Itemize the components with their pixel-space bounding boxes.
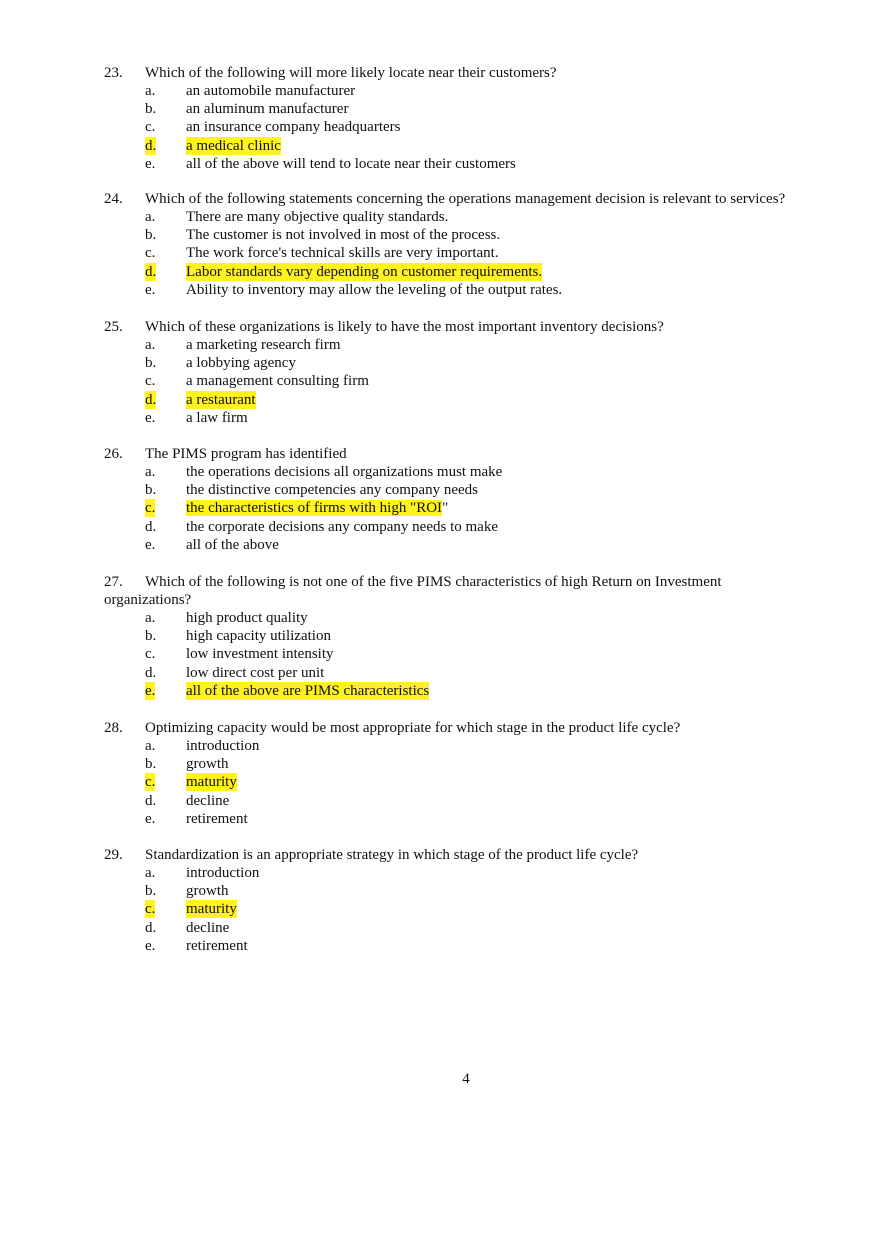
option-letter: a. xyxy=(145,83,156,99)
option-text: growth xyxy=(186,756,229,773)
option-d xyxy=(104,919,844,937)
option-letter: d. xyxy=(145,792,157,809)
question-24 xyxy=(104,190,844,299)
question-stem xyxy=(104,719,844,737)
option-text: all of the above will tend to locate near their customers xyxy=(186,155,516,172)
option-text: The work force's technical skills are very important. xyxy=(186,245,499,262)
option-letter: d. xyxy=(145,664,157,681)
page-number: 4 xyxy=(462,1071,470,1087)
option-d-highlighted xyxy=(104,391,844,409)
option-c xyxy=(104,244,844,262)
question-number: 27. xyxy=(104,574,123,590)
option-letter: d. xyxy=(145,518,157,535)
option-letter: c. xyxy=(145,373,156,390)
option-a xyxy=(104,208,844,226)
option-b xyxy=(104,882,844,900)
question-number: 28. xyxy=(104,720,123,736)
option-text: high product quality xyxy=(186,610,308,626)
option-c xyxy=(104,645,844,663)
option-a xyxy=(104,463,844,481)
question-stem xyxy=(104,64,844,82)
option-e-highlighted xyxy=(104,682,844,700)
option-e xyxy=(104,536,844,554)
question-25 xyxy=(104,318,844,427)
option-text: decline xyxy=(186,792,230,809)
option-letter: a. xyxy=(145,865,156,881)
option-letter: d. xyxy=(145,391,157,408)
option-text: low investment intensity xyxy=(186,646,334,663)
question-text: Which of the following will more likely locate near their customers? xyxy=(145,65,557,81)
question-number: 24. xyxy=(104,191,123,207)
option-letter: e. xyxy=(145,155,156,172)
option-text: introduction xyxy=(186,865,260,881)
option-b xyxy=(104,755,844,773)
option-letter: b. xyxy=(145,101,157,118)
question-number: 25. xyxy=(104,319,123,335)
option-e xyxy=(104,810,844,828)
option-letter: e. xyxy=(145,281,156,298)
option-text: an insurance company headquarters xyxy=(186,119,401,136)
option-letter: c. xyxy=(145,119,156,136)
option-text: the characteristics of firms with high "ROI xyxy=(186,500,443,517)
option-a xyxy=(104,864,844,882)
option-text: an aluminum manufacturer xyxy=(186,101,349,118)
option-letter: c. xyxy=(145,245,156,262)
option-e xyxy=(104,281,844,299)
option-letter: b. xyxy=(145,355,157,372)
option-letter: e. xyxy=(145,409,156,426)
option-d xyxy=(104,664,844,682)
option-text: a management consulting firm xyxy=(186,373,369,390)
option-text-suffix: " xyxy=(442,500,449,517)
option-letter: d. xyxy=(145,919,157,936)
option-letter: b. xyxy=(145,756,157,773)
option-letter: d. xyxy=(145,263,157,280)
option-text: the distinctive competencies any company needs xyxy=(186,482,478,499)
option-text: The customer is not involved in most of the process. xyxy=(186,227,501,244)
option-letter: c. xyxy=(145,901,156,918)
question-text: Which of these organizations is likely to have the most important inventory decisions? xyxy=(145,319,664,335)
question-stem xyxy=(104,846,844,864)
option-letter: a. xyxy=(145,738,156,754)
option-letter: e. xyxy=(145,810,156,827)
question-26 xyxy=(104,445,844,554)
option-letter: a. xyxy=(145,610,156,626)
option-text: all of the above xyxy=(186,536,279,553)
option-a xyxy=(104,737,844,755)
option-e xyxy=(104,155,844,173)
question-stem xyxy=(104,573,844,591)
question-27 xyxy=(104,573,844,700)
option-text: a law firm xyxy=(186,409,248,426)
question-text: Standardization is an appropriate strategy in which stage of the product life cycle? xyxy=(145,847,639,863)
option-a xyxy=(104,336,844,354)
option-text: low direct cost per unit xyxy=(186,664,325,681)
option-letter: e. xyxy=(145,536,156,553)
option-d-highlighted xyxy=(104,263,844,281)
option-a xyxy=(104,82,844,100)
option-letter: b. xyxy=(145,482,157,499)
question-23 xyxy=(104,64,844,173)
question-text: Which of the following is not one of the five PIMS characteristics of high Return on Investment xyxy=(145,574,722,590)
option-letter: a. xyxy=(145,464,156,480)
option-letter: b. xyxy=(145,883,157,900)
question-text-line2: organizations? xyxy=(104,592,192,608)
option-letter: c. xyxy=(145,500,156,517)
option-text: Ability to inventory may allow the leveling of the output rates. xyxy=(186,281,563,298)
option-text: maturity xyxy=(186,774,237,791)
option-text: a lobbying agency xyxy=(186,355,296,372)
question-29 xyxy=(104,846,844,955)
option-text-wrap xyxy=(186,499,448,517)
option-c-highlighted xyxy=(104,499,844,517)
option-text: the corporate decisions any company needs to make xyxy=(186,518,498,535)
option-letter: d. xyxy=(145,137,157,154)
question-28 xyxy=(104,719,844,828)
option-e xyxy=(104,409,844,427)
question-text: Which of the following statements concerning the operations management decision is relevant to services? xyxy=(145,191,786,207)
question-stem xyxy=(104,318,844,336)
option-letter: c. xyxy=(145,646,156,663)
option-text: maturity xyxy=(186,901,237,918)
option-letter: a. xyxy=(145,337,156,353)
option-text: a marketing research firm xyxy=(186,337,341,353)
question-stem-continuation xyxy=(104,591,844,609)
option-letter: b. xyxy=(145,628,157,645)
option-b xyxy=(104,627,844,645)
option-text: a medical clinic xyxy=(186,137,281,154)
option-a xyxy=(104,609,844,627)
option-b xyxy=(104,226,844,244)
option-c-highlighted xyxy=(104,773,844,791)
option-text: all of the above are PIMS characteristics xyxy=(186,682,430,699)
option-text: high capacity utilization xyxy=(186,628,331,645)
question-stem xyxy=(104,190,844,208)
option-d xyxy=(104,792,844,810)
option-text: the operations decisions all organizations must make xyxy=(186,464,503,480)
question-text: The PIMS program has identified xyxy=(145,446,347,462)
option-e xyxy=(104,937,844,955)
option-c xyxy=(104,372,844,390)
question-stem xyxy=(104,445,844,463)
option-c xyxy=(104,118,844,136)
option-c-highlighted xyxy=(104,900,844,918)
question-number: 23. xyxy=(104,65,123,81)
option-letter: e. xyxy=(145,682,156,699)
option-d xyxy=(104,518,844,536)
option-text: Labor standards vary depending on customer requirements. xyxy=(186,263,543,280)
option-letter: a. xyxy=(145,209,156,225)
option-b xyxy=(104,354,844,372)
option-text: an automobile manufacturer xyxy=(186,83,356,99)
option-text: retirement xyxy=(186,810,248,827)
option-d-highlighted xyxy=(104,137,844,155)
option-letter: e. xyxy=(145,937,156,954)
option-text: retirement xyxy=(186,937,248,954)
option-text: decline xyxy=(186,919,230,936)
option-b xyxy=(104,100,844,118)
question-text: Optimizing capacity would be most appropriate for which stage in the product life cycle? xyxy=(145,720,681,736)
question-number: 26. xyxy=(104,446,123,462)
option-text: There are many objective quality standards. xyxy=(186,209,449,225)
option-text: introduction xyxy=(186,738,260,754)
option-text: growth xyxy=(186,883,229,900)
option-b xyxy=(104,481,844,499)
option-letter: c. xyxy=(145,774,156,791)
question-number: 29. xyxy=(104,847,123,863)
option-text: a restaurant xyxy=(186,391,256,408)
option-letter: b. xyxy=(145,227,157,244)
